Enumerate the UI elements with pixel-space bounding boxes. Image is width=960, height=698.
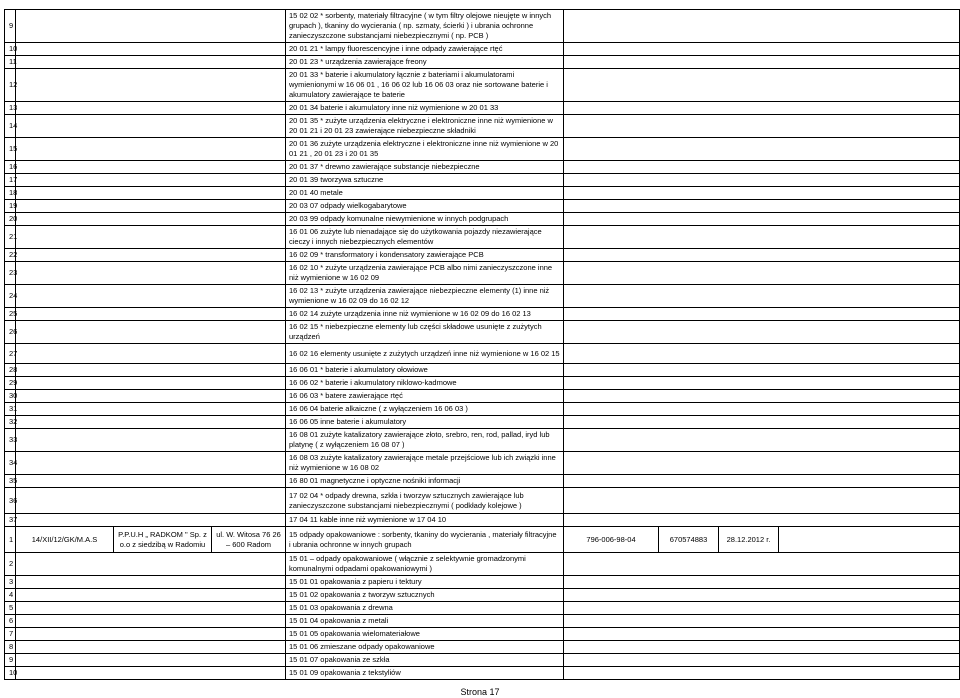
table-row	[5, 226, 960, 249]
waste-code-description: 20 01 36 zużyte urządzenia elektryczne i elektroniczne inne niż wymienione w 20 01 21 , 20 01 23 i 20 01 35	[286, 138, 564, 161]
waste-code-description: 20 03 99 odpady komunalne niewymienione w innych podgrupach	[286, 213, 564, 226]
table-row	[5, 576, 960, 589]
waste-code-description: 16 02 15 * niebezpieczne elementy lub części składowe usunięte z zużytych urządzeń	[286, 321, 564, 344]
empty-cell	[16, 56, 286, 69]
row-number: 9	[5, 654, 16, 667]
table-row	[5, 285, 960, 308]
table-row	[5, 187, 960, 200]
waste-code-description: 17 02 04 * odpady drewna, szkła i tworzyw sztucznych zawierające lub zanieczyszczone substancjami niebezpiecznymi ( podkłady kolejowe )	[286, 488, 564, 514]
empty-cell	[564, 403, 960, 416]
waste-code-description: 20 01 37 * drewno zawierające substancje niebezpieczne	[286, 161, 564, 174]
waste-code-description: 15 02 02 * sorbenty, materiały filtracyjne ( w tym filtry olejowe nieujęte w innych grupach ), tkaniny do wycierania ( np. szmaty, ścierki ) i ubrania ochronne zanieczyszczone substancjami niebezpiecznymi ( np. PCB )	[286, 10, 564, 43]
waste-code-description: 16 08 03 zużyte katalizatory zawierające metale przejściowe lub ich związki inne niż wymienione w 16 08 02	[286, 452, 564, 475]
table-row	[5, 138, 960, 161]
row-number: 7	[5, 628, 16, 641]
empty-cell	[16, 43, 286, 56]
empty-cell	[564, 200, 960, 213]
row-number: 18	[5, 187, 16, 200]
company-name: P.P.U.H „ RADKOM " Sp. z o.o z siedzibą w Radomiu	[114, 527, 212, 553]
empty-cell	[16, 213, 286, 226]
row-number: 32	[5, 416, 16, 429]
empty-cell	[564, 10, 960, 43]
empty-cell	[16, 654, 286, 667]
row-number: 30	[5, 390, 16, 403]
waste-code-description: 20 01 33 * baterie i akumulatory łącznie z bateriami i akumulatorami wymienionymi w 16 06 01 , 16 06 02 lub 16 06 03 oraz nie sortowane baterie i akumulatory zawierające te baterie	[286, 69, 564, 102]
waste-code-description: 16 06 03 * batere zawierające rtęć	[286, 390, 564, 403]
empty-cell	[564, 429, 960, 452]
waste-code-description: 15 01 02 opakowania z tworzyw sztucznych	[286, 589, 564, 602]
waste-code-description: 16 02 13 * zużyte urządzenia zawierające niebezpieczne elementy (1) inne niż wymienione w 16 02 09 do 16 02 12	[286, 285, 564, 308]
row-number: 13	[5, 102, 16, 115]
row-number: 10	[5, 43, 16, 56]
empty-cell	[564, 213, 960, 226]
empty-cell	[564, 654, 960, 667]
empty-cell	[564, 226, 960, 249]
empty-cell	[16, 416, 286, 429]
empty-cell	[16, 403, 286, 416]
empty-cell	[16, 249, 286, 262]
row-number: 17	[5, 174, 16, 187]
row-number: 27	[5, 344, 16, 364]
table-row	[5, 403, 960, 416]
empty-cell	[564, 576, 960, 589]
waste-code-description: 16 01 06 zużyte lub nienadające się do użytkowania pojazdy niezawierające cieczy i innych niebezpiecznych elementów	[286, 226, 564, 249]
table-row	[5, 390, 960, 403]
empty-cell	[564, 285, 960, 308]
row-number: 15	[5, 138, 16, 161]
empty-cell	[16, 615, 286, 628]
row-number: 12	[5, 69, 16, 102]
waste-code-description: 20 01 21 * lampy fluorescencyjne i inne odpady zawierające rtęć	[286, 43, 564, 56]
row-number: 5	[5, 602, 16, 615]
empty-cell	[564, 161, 960, 174]
empty-cell	[16, 589, 286, 602]
empty-cell	[564, 488, 960, 514]
empty-cell	[16, 321, 286, 344]
nip-number: 796-006-98-04	[564, 527, 659, 553]
row-number: 23	[5, 262, 16, 285]
waste-code-description: 20 01 40 metale	[286, 187, 564, 200]
empty-cell	[564, 615, 960, 628]
empty-cell	[16, 285, 286, 308]
empty-cell	[564, 364, 960, 377]
waste-code-description: 15 01 – odpady opakowaniowe ( włącznie z selektywnie gromadzonymi komunalnymi odpadami opakowaniowymi )	[286, 553, 564, 576]
table-row	[5, 667, 960, 680]
empty-cell	[564, 452, 960, 475]
table-row	[5, 641, 960, 654]
empty-cell	[16, 102, 286, 115]
empty-cell	[16, 174, 286, 187]
empty-cell	[564, 102, 960, 115]
empty-cell	[16, 344, 286, 364]
table-row	[5, 249, 960, 262]
waste-code-description: 15 01 01 opakowania z papieru i tektury	[286, 576, 564, 589]
row-number: 37	[5, 514, 16, 527]
empty-cell	[16, 69, 286, 102]
empty-cell	[16, 377, 286, 390]
regon-number: 670574883	[659, 527, 719, 553]
empty-cell	[564, 377, 960, 390]
table-row	[5, 174, 960, 187]
row-number: 10	[5, 667, 16, 680]
table-row	[5, 628, 960, 641]
row-number: 8	[5, 641, 16, 654]
empty-cell	[564, 174, 960, 187]
table-row	[5, 321, 960, 344]
table-row	[5, 200, 960, 213]
empty-cell	[564, 602, 960, 615]
table-row	[5, 514, 960, 527]
empty-cell	[16, 187, 286, 200]
empty-cell	[564, 187, 960, 200]
empty-cell	[16, 308, 286, 321]
waste-code-description: 16 02 16 elementy usunięte z zużytych urządzeń inne niż wymienione w 16 02 15	[286, 344, 564, 364]
waste-code-description: 15 01 09 opakowania z tekstyliów	[286, 667, 564, 680]
waste-code-description: 16 80 01 magnetyczne i optyczne nośniki informacji	[286, 475, 564, 488]
table-row	[5, 69, 960, 102]
empty-cell	[564, 69, 960, 102]
table-row	[5, 615, 960, 628]
row-number: 20	[5, 213, 16, 226]
row-number: 4	[5, 589, 16, 602]
empty-cell	[16, 514, 286, 527]
empty-cell	[564, 667, 960, 680]
waste-code-description: 15 01 05 opakowania wielomateriałowe	[286, 628, 564, 641]
table-row	[5, 213, 960, 226]
entry-number: 1	[5, 527, 16, 553]
waste-code-description: 20 03 07 odpady wielkogabarytowe	[286, 200, 564, 213]
empty-cell	[16, 161, 286, 174]
waste-code-description: 16 02 09 * transformatory i kondensatory zawierające PCB	[286, 249, 564, 262]
waste-code-description: 16 06 01 * baterie i akumulatory ołowiowe	[286, 364, 564, 377]
empty-cell	[564, 390, 960, 403]
row-number: 29	[5, 377, 16, 390]
table-row	[5, 589, 960, 602]
empty-cell	[564, 56, 960, 69]
table-row	[5, 527, 960, 553]
empty-cell	[564, 115, 960, 138]
row-number: 36	[5, 488, 16, 514]
empty-cell	[16, 115, 286, 138]
empty-cell	[16, 10, 286, 43]
table-row	[5, 377, 960, 390]
empty-cell	[564, 641, 960, 654]
empty-cell	[16, 452, 286, 475]
table-row	[5, 602, 960, 615]
row-number: 2	[5, 553, 16, 576]
waste-code-description: 17 04 11 kable inne niż wymienione w 17 04 10	[286, 514, 564, 527]
row-number: 6	[5, 615, 16, 628]
waste-code-description: 15 01 04 opakowania z metali	[286, 615, 564, 628]
row-number: 26	[5, 321, 16, 344]
table-row	[5, 416, 960, 429]
row-number: 11	[5, 56, 16, 69]
empty-cell	[16, 641, 286, 654]
company-address: ul. W. Witosa 76 26 – 600 Radom	[212, 527, 286, 553]
decision-date: 28.12.2012 r.	[719, 527, 779, 553]
waste-code-description: 20 01 23 * urządzenia zawierające freony	[286, 56, 564, 69]
row-number: 9	[5, 10, 16, 43]
table-row	[5, 161, 960, 174]
empty-cell	[16, 488, 286, 514]
empty-cell	[564, 321, 960, 344]
waste-code-description: 16 02 10 * zużyte urządzenia zawierające PCB albo nimi zanieczyszczone inne niż wymienione w 16 02 09	[286, 262, 564, 285]
waste-code-description: 20 01 39 tworzywa sztuczne	[286, 174, 564, 187]
empty-cell	[16, 475, 286, 488]
row-number: 33	[5, 429, 16, 452]
row-number: 14	[5, 115, 16, 138]
empty-cell	[16, 262, 286, 285]
table-row	[5, 43, 960, 56]
row-number: 35	[5, 475, 16, 488]
empty-cell	[564, 514, 960, 527]
empty-cell	[779, 527, 960, 553]
empty-cell	[564, 262, 960, 285]
page-number: Strona 17	[460, 687, 500, 697]
waste-code-description: 15 01 07 opakowania ze szkła	[286, 654, 564, 667]
waste-code-description: 15 odpady opakowaniowe : sorbenty, tkaniny do wycierania , materiały filtracyjne i ubrania ochronne w innych grupach	[286, 527, 564, 553]
row-number: 25	[5, 308, 16, 321]
empty-cell	[564, 589, 960, 602]
empty-cell	[16, 576, 286, 589]
waste-codes-section-b	[5, 527, 960, 680]
table-row	[5, 308, 960, 321]
empty-cell	[16, 390, 286, 403]
waste-code-description: 16 02 14 zużyte urządzenia inne niż wymienione w 16 02 09 do 16 02 13	[286, 308, 564, 321]
empty-cell	[564, 344, 960, 364]
empty-cell	[564, 416, 960, 429]
row-number: 19	[5, 200, 16, 213]
table-row	[5, 488, 960, 514]
table-row	[5, 475, 960, 488]
waste-code-description: 16 06 05 inne baterie i akumulatory	[286, 416, 564, 429]
empty-cell	[16, 602, 286, 615]
table-row	[5, 10, 960, 43]
empty-cell	[564, 138, 960, 161]
empty-cell	[564, 43, 960, 56]
empty-cell	[16, 429, 286, 452]
empty-cell	[564, 628, 960, 641]
table-row	[5, 452, 960, 475]
row-number: 21	[5, 226, 16, 249]
empty-cell	[564, 475, 960, 488]
waste-code-description: 15 01 06 zmieszane odpady opakowaniowe	[286, 641, 564, 654]
row-number: 16	[5, 161, 16, 174]
empty-cell	[16, 226, 286, 249]
registration-number: 14/XII/12/GK/M.A.S	[16, 527, 114, 553]
empty-cell	[16, 138, 286, 161]
table-row	[5, 654, 960, 667]
empty-cell	[16, 200, 286, 213]
empty-cell	[16, 628, 286, 641]
empty-cell	[564, 308, 960, 321]
waste-code-description: 20 01 35 * zużyte urządzenia elektryczne i elektroniczne inne niż wymienione w 20 01 21 i 20 01 23 zawierające niebezpieczne składniki	[286, 115, 564, 138]
row-number: 28	[5, 364, 16, 377]
table-row	[5, 364, 960, 377]
table-row	[5, 56, 960, 69]
empty-cell	[16, 364, 286, 377]
waste-code-description: 20 01 34 baterie i akumulatory inne niż wymienione w 20 01 33	[286, 102, 564, 115]
table-row	[5, 429, 960, 452]
row-number: 34	[5, 452, 16, 475]
empty-cell	[564, 249, 960, 262]
waste-permit-table	[4, 9, 960, 680]
table-row	[5, 262, 960, 285]
waste-codes-section-a	[5, 10, 960, 527]
table-row	[5, 102, 960, 115]
empty-cell	[16, 553, 286, 576]
empty-cell	[16, 667, 286, 680]
waste-code-description: 16 06 02 * baterie i akumulatory niklowo-kadmowe	[286, 377, 564, 390]
table-row	[5, 115, 960, 138]
row-number: 22	[5, 249, 16, 262]
table-row	[5, 344, 960, 364]
row-number: 31	[5, 403, 16, 416]
row-number: 24	[5, 285, 16, 308]
row-number: 3	[5, 576, 16, 589]
table-row	[5, 553, 960, 576]
waste-code-description: 16 08 01 zużyte katalizatory zawierające złoto, srebro, ren, rod, pallad, iryd lub platynę ( z wyłączeniem 16 08 07 )	[286, 429, 564, 452]
empty-cell	[564, 553, 960, 576]
waste-code-description: 15 01 03 opakowania z drewna	[286, 602, 564, 615]
waste-code-description: 16 06 04 baterie alkaiczne ( z wyłączeniem 16 06 03 )	[286, 403, 564, 416]
